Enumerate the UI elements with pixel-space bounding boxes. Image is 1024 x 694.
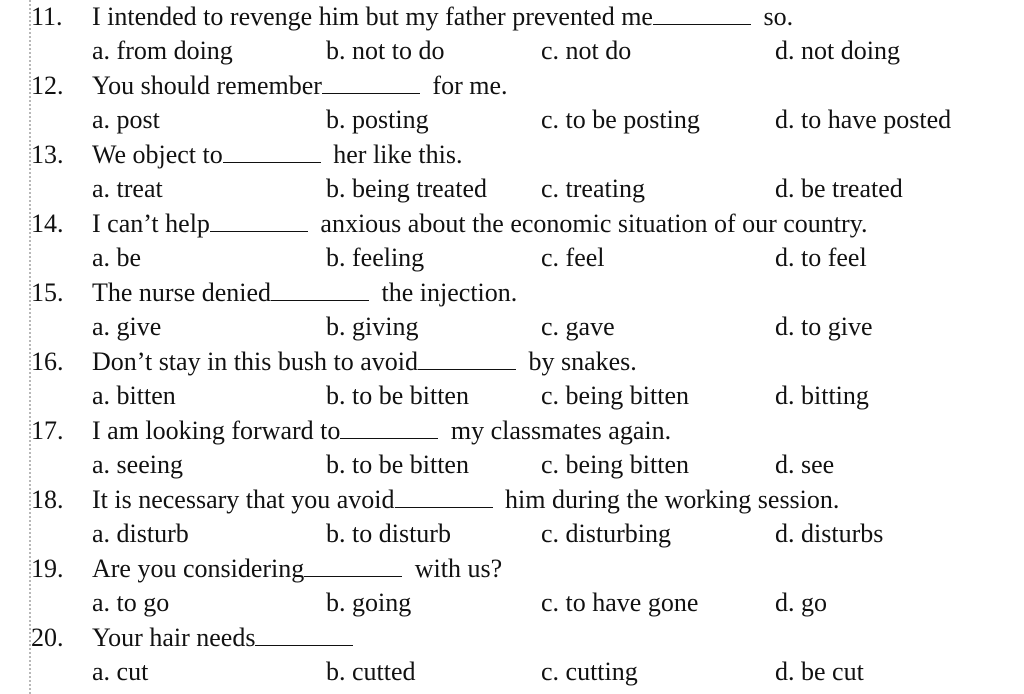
option-c: c. cutting <box>541 657 638 686</box>
answer-blank <box>340 416 438 439</box>
answer-blank <box>271 278 369 301</box>
question-text <box>92 347 637 377</box>
question-row <box>0 414 1024 448</box>
question-stem: I am looking forward to <box>92 416 341 445</box>
question-tail: for me. <box>425 71 508 100</box>
option-a: a. to go <box>92 588 170 617</box>
option-c: c. being bitten <box>541 381 690 410</box>
question-20 <box>0 621 1024 690</box>
question-stem: Your hair needs <box>92 623 256 652</box>
question-12 <box>0 69 1024 138</box>
question-19 <box>0 552 1024 621</box>
option-d: d. to have posted <box>775 105 952 134</box>
option-a: a. be <box>92 243 142 272</box>
question-row <box>0 69 1024 103</box>
answer-blank <box>255 623 353 646</box>
answer-blank <box>418 347 516 370</box>
option-a: a. treat <box>92 174 163 203</box>
question-11 <box>0 0 1024 69</box>
question-number: 16. <box>31 347 64 376</box>
option-c: c. gave <box>541 312 615 341</box>
option-a: a. seeing <box>92 450 183 479</box>
question-14 <box>0 207 1024 276</box>
question-text <box>92 71 508 101</box>
options-row <box>0 103 1024 137</box>
options-row <box>0 517 1024 551</box>
option-a: a. give <box>92 312 162 341</box>
option-c: c. disturbing <box>541 519 671 548</box>
question-tail: by snakes. <box>521 347 637 376</box>
option-a: a. post <box>92 105 160 134</box>
question-text <box>92 416 671 446</box>
question-number: 11. <box>31 2 63 31</box>
option-b: b. feeling <box>326 243 425 272</box>
option-d: d. bitting <box>775 381 869 410</box>
question-tail: with us? <box>408 554 503 583</box>
option-d: d. be treated <box>775 174 903 203</box>
question-18 <box>0 483 1024 552</box>
option-c: c. to have gone <box>541 588 699 617</box>
option-b: b. posting <box>326 105 429 134</box>
question-tail: him during the working session. <box>498 485 840 514</box>
question-tail: my classmates again. <box>444 416 672 445</box>
question-row <box>0 483 1024 517</box>
question-row <box>0 207 1024 241</box>
option-d: d. go <box>775 588 827 617</box>
question-tail: so. <box>756 2 794 31</box>
options-row <box>0 655 1024 689</box>
options-row <box>0 379 1024 413</box>
question-row <box>0 345 1024 379</box>
question-row <box>0 621 1024 655</box>
question-number: 17. <box>31 416 64 445</box>
question-stem: I can’t help <box>92 209 210 238</box>
option-b: b. to be bitten <box>326 450 469 479</box>
question-stem: Don’t stay in this bush to avoid <box>92 347 418 376</box>
answer-blank <box>223 140 321 163</box>
option-d: d. disturbs <box>775 519 884 548</box>
question-number: 19. <box>31 554 64 583</box>
option-b: b. not to do <box>326 36 445 65</box>
answer-blank <box>322 71 420 94</box>
question-16 <box>0 345 1024 414</box>
question-number: 12. <box>31 71 64 100</box>
answer-blank <box>653 2 751 25</box>
question-number: 15. <box>31 278 64 307</box>
question-17 <box>0 414 1024 483</box>
option-b: b. being treated <box>326 174 487 203</box>
question-15 <box>0 276 1024 345</box>
option-d: d. not doing <box>775 36 900 65</box>
question-tail: the injection. <box>375 278 518 307</box>
question-stem: You should remember <box>92 71 322 100</box>
option-d: d. see <box>775 450 835 479</box>
option-b: b. going <box>326 588 412 617</box>
question-row <box>0 138 1024 172</box>
question-row <box>0 0 1024 34</box>
question-text <box>92 209 868 239</box>
question-text <box>92 485 839 515</box>
question-row <box>0 276 1024 310</box>
option-b: b. to disturb <box>326 519 451 548</box>
option-c: c. to be posting <box>541 105 700 134</box>
option-a: a. cut <box>92 657 149 686</box>
options-row <box>0 34 1024 68</box>
question-number: 20. <box>31 623 64 652</box>
question-13 <box>0 138 1024 207</box>
question-stem: I intended to revenge him but my father prevented me <box>92 2 653 31</box>
option-a: a. disturb <box>92 519 189 548</box>
option-c: c. not do <box>541 36 632 65</box>
option-b: b. giving <box>326 312 419 341</box>
question-number: 13. <box>31 140 64 169</box>
question-text <box>92 278 517 308</box>
options-row <box>0 172 1024 206</box>
option-c: c. being bitten <box>541 450 690 479</box>
answer-blank <box>395 485 493 508</box>
question-row <box>0 552 1024 586</box>
option-a: a. from doing <box>92 36 233 65</box>
option-c: c. feel <box>541 243 605 272</box>
question-stem: We object to <box>92 140 223 169</box>
options-row <box>0 448 1024 482</box>
question-stem: It is necessary that you avoid <box>92 485 395 514</box>
answer-blank <box>304 554 402 577</box>
answer-blank <box>210 209 308 232</box>
options-row <box>0 310 1024 344</box>
option-b: b. cutted <box>326 657 416 686</box>
option-a: a. bitten <box>92 381 176 410</box>
question-stem: Are you considering <box>92 554 305 583</box>
question-tail: anxious about the economic situation of our country. <box>313 209 868 238</box>
option-d: d. to give <box>775 312 873 341</box>
question-text <box>92 2 793 32</box>
question-tail: her like this. <box>326 140 463 169</box>
option-b: b. to be bitten <box>326 381 469 410</box>
options-row <box>0 586 1024 620</box>
option-c: c. treating <box>541 174 645 203</box>
options-row <box>0 241 1024 275</box>
question-text <box>92 140 463 170</box>
option-d: d. to feel <box>775 243 867 272</box>
question-number: 14. <box>31 209 64 238</box>
question-text <box>92 554 502 584</box>
option-d: d. be cut <box>775 657 864 686</box>
question-text <box>92 623 359 653</box>
question-number: 18. <box>31 485 64 514</box>
question-stem: The nurse denied <box>92 278 272 307</box>
